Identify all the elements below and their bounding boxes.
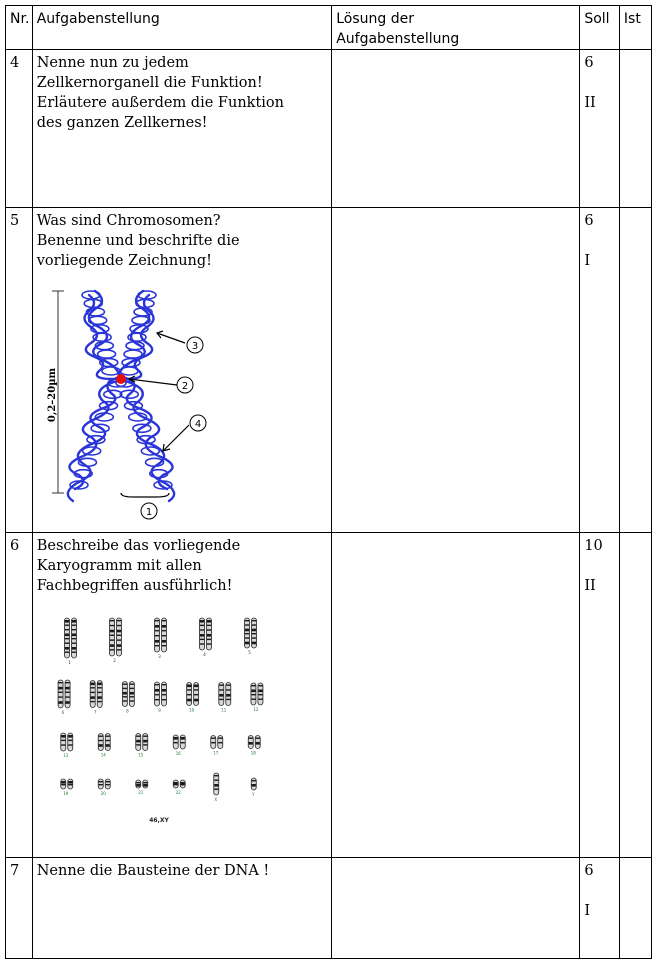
karyogram-pair-number: 2: [112, 658, 116, 663]
karyogram-chromosome: [135, 734, 140, 751]
karyogram-chromosome: [60, 733, 65, 751]
karyogram-pair-number: 18: [250, 750, 256, 756]
karyogram-chromosome: [71, 618, 76, 658]
karyogram-chromosome: [135, 780, 140, 788]
karyogram-chromosome: [255, 736, 260, 749]
karyogram-chromosome: [129, 682, 134, 707]
karyogram-chromosome: [199, 618, 204, 650]
karyogram-chromosome: [98, 779, 103, 789]
karyogram-chromosome: [173, 780, 178, 788]
task-text: Beschreibe das vorliegende Karyogramm mit allen Fachbegriffen ausführlich!: [36, 538, 241, 594]
karyogram-chromosome: [161, 682, 166, 706]
chromatin-loop: [97, 350, 115, 358]
karyogram-chromosome: [98, 734, 103, 751]
karyogram-chromosome: [67, 733, 72, 751]
marker-1: 1: [145, 507, 152, 518]
soll-points: 10: [584, 538, 603, 554]
karyogram-chromosome: [142, 780, 147, 788]
ist-field[interactable]: [619, 50, 651, 208]
karyogram-pair-number: 6: [61, 710, 65, 715]
task-text: Nenne nun zu jedem Zellkernorganell die Funktion! Erläutere außerdem die Funktion des ganzen Zellkernes!: [32, 50, 331, 208]
karyogram-pair-number: 22: [175, 790, 181, 795]
marker-3: 3: [191, 341, 198, 352]
karyogram-pair-number: 16: [175, 751, 181, 756]
karyogram-pair-number: X: [214, 797, 217, 802]
chromatin-loop: [124, 350, 142, 358]
task-cell: [32, 208, 331, 533]
header-task: Aufgabenstellung: [32, 6, 331, 50]
soll-level: I: [584, 903, 591, 919]
karyogram-pair-number: 4: [202, 652, 206, 657]
scale-label: 0,2–20µm: [46, 367, 58, 423]
task-row-7: [6, 858, 652, 959]
karyogram-chromosome: [105, 779, 110, 789]
soll-points: 6: [584, 55, 594, 71]
karyogram-pair-number: 3: [157, 654, 161, 659]
task-number: 7: [6, 858, 33, 959]
karyogram-chromosome: [248, 736, 253, 749]
centromere: [116, 374, 126, 384]
task-row-6: [6, 533, 652, 858]
karyogram-pair-number: 20: [100, 791, 106, 796]
ist-field[interactable]: [619, 858, 651, 959]
soll-level: I: [584, 253, 591, 269]
karyogram-pair-number: 10: [188, 707, 194, 713]
karyogram-chromosome: [116, 618, 121, 656]
karyogram-chromosome: [58, 680, 63, 708]
karyogram-pair-number: 14: [100, 752, 106, 758]
karyogram-chromosome: [67, 779, 72, 789]
soll-level: II: [584, 578, 596, 594]
karyogram-chromosome: [97, 681, 102, 708]
karyogram-pair-number: 12: [253, 707, 259, 712]
karyogram-pair-number: 1: [67, 660, 71, 665]
karyogram-chromosome: [251, 683, 256, 705]
karyogram: [37, 610, 282, 830]
karyogram-chromosome: [105, 734, 110, 751]
chromatin-loop: [120, 367, 138, 375]
marker-4: 4: [194, 419, 201, 430]
header-soll: Soll: [580, 6, 620, 50]
task-number: 6: [6, 533, 33, 858]
karyogram-chromosome: [258, 683, 263, 705]
karyogram-chromosome: [60, 779, 65, 789]
karyogram-chromosome: [142, 734, 147, 751]
ist-field[interactable]: [619, 533, 651, 858]
karyogram-pair-number: 15: [137, 752, 144, 758]
karyogram-chromosome: [122, 682, 127, 707]
karyogram-pair-number: 9: [157, 708, 161, 713]
ist-field[interactable]: [619, 208, 651, 533]
karyogram-chromosome: [154, 618, 159, 652]
karyogram-chromosome: [173, 735, 178, 749]
solution-field[interactable]: [332, 858, 580, 959]
karyogram-pair-number: 7: [93, 709, 97, 715]
worksheet-table: [5, 5, 652, 959]
karyogram-chromosome: [219, 683, 224, 706]
karyogram-pair-number: 21: [137, 790, 144, 795]
karyogram-chromosome: [65, 680, 70, 708]
karyogram-chromosome: [206, 618, 211, 650]
karyogram-chromosome: [109, 618, 114, 656]
karyogram-caption: 46,XY: [148, 817, 169, 824]
karyogram-chromosome: [90, 681, 95, 708]
karyogram-chromosome: [251, 618, 256, 648]
karyogram-chromosome: [226, 683, 231, 706]
karyogram-pair-number: 19: [62, 791, 69, 796]
header-row: [6, 6, 652, 50]
task-number: 4: [6, 50, 33, 208]
header-ist: Ist: [619, 6, 651, 50]
solution-field[interactable]: [332, 533, 580, 858]
marker-2: 2: [181, 381, 188, 392]
soll-cell: [580, 50, 620, 208]
chromosome-figure: [37, 285, 327, 531]
soll-cell: [580, 533, 620, 858]
karyogram-pair-number: 11: [220, 707, 227, 713]
karyogram-chromosome: [180, 780, 185, 788]
chromatin-loop: [88, 316, 106, 324]
karyogram-chromosome: [161, 618, 166, 652]
solution-field[interactable]: [332, 208, 580, 533]
solution-field[interactable]: [332, 50, 580, 208]
karyogram-chromosome: [213, 773, 218, 795]
header-nr: Nr.: [6, 6, 33, 50]
karyogram-pair-number: 13: [62, 753, 69, 758]
soll-points: 6: [584, 213, 594, 229]
karyogram-pair-number: 5: [247, 650, 251, 655]
task-row-4: [6, 50, 652, 208]
karyogram-chromosome: [244, 618, 249, 648]
task-cell: [32, 533, 331, 858]
header-solution: Lösung der Aufgabenstellung: [332, 6, 580, 50]
karyogram-chromosome: [251, 778, 256, 790]
task-number: 5: [6, 208, 33, 533]
karyogram-pair-number: 8: [125, 708, 129, 714]
karyogram-chromosome: [180, 735, 185, 749]
karyogram-chromosome: [64, 618, 69, 658]
karyogram-chromosome: [217, 736, 222, 749]
karyogram-chromosome: [193, 683, 198, 706]
soll-level: II: [584, 95, 596, 111]
karyogram-chromosome: [210, 736, 215, 749]
karyogram-figure: [37, 610, 327, 836]
soll-points: 6: [584, 863, 594, 879]
task-row-5: [6, 208, 652, 533]
soll-cell: [580, 208, 620, 533]
task-text: Nenne die Bausteine der DNA !: [32, 858, 331, 959]
task-text: Was sind Chromosomen? Benenne und beschrifte die vorliegende Zeichnung!: [36, 213, 240, 269]
chromosome-drawing: [37, 285, 212, 525]
karyogram-pair-number: Y: [251, 792, 255, 797]
karyogram-chromosome: [154, 682, 159, 706]
soll-cell: [580, 858, 620, 959]
karyogram-chromosome: [186, 683, 191, 706]
karyogram-pair-number: 17: [212, 750, 219, 756]
